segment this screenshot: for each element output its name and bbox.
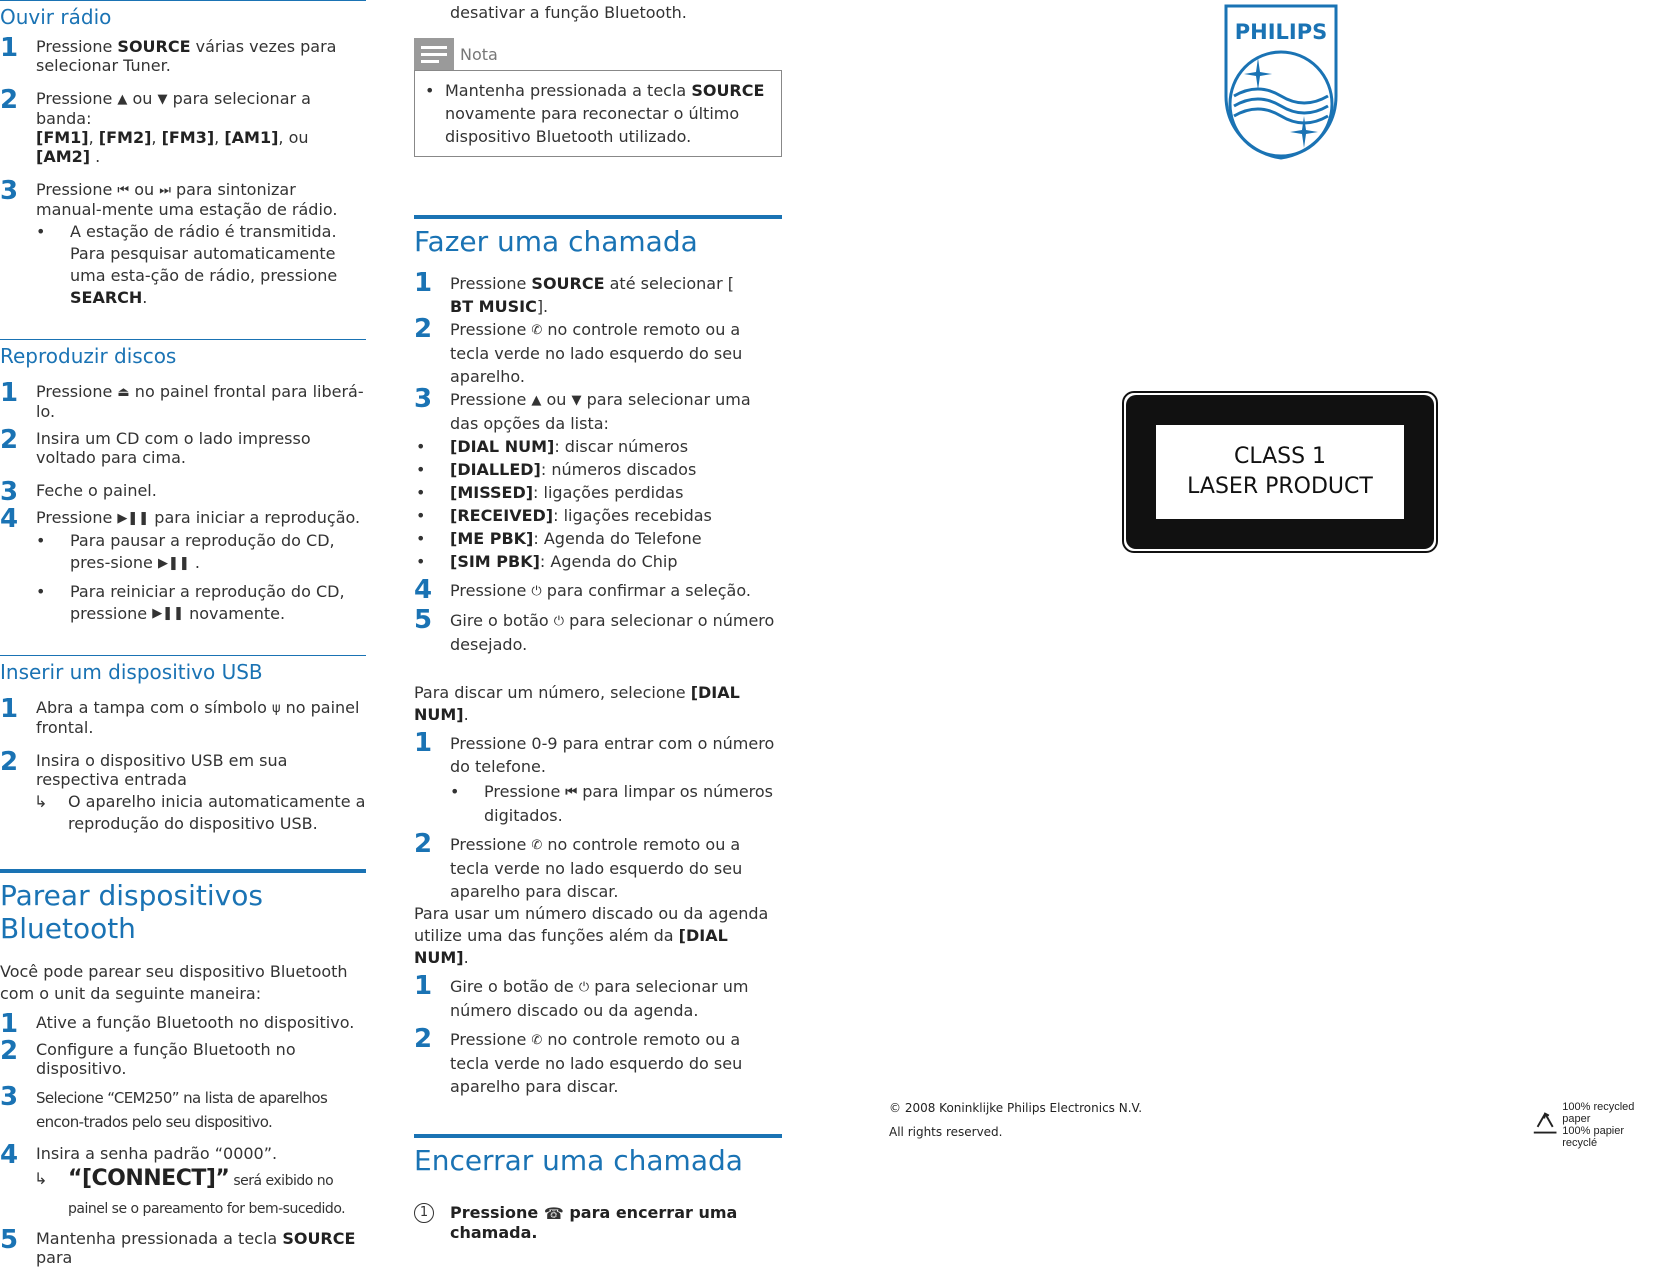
dial-intro: Para discar um número, selecione [DIAL NUM]. [414, 683, 740, 724]
laser-class: CLASS 1 [1233, 444, 1327, 469]
heading-usb: Inserir um dispositivo USB [0, 660, 263, 684]
bt-step-2: 2 Configure a função Bluetooth no dispositivo. [0, 1036, 296, 1078]
discs-bullet-1: • Para pausar a reprodução do CD, pres-sione ▶❚❚ . [0, 530, 366, 575]
bt-step-5: 5 Mantenha pressionada a tecla SOURCE para [0, 1225, 356, 1267]
heading-radio: Ouvir rádio [0, 5, 112, 29]
use-step-2: 2 Pressione ✆ no controle remoto ou a tecla verde no lado esquerdo do seu aparelho para discar. [414, 1024, 743, 1096]
heading-end-call: Encerrar uma chamada [414, 1144, 743, 1177]
usb-result: ↳ O aparelho inicia automaticamente a reprodução do dispositivo USB. [34, 792, 366, 833]
radio-step-2: 2 Pressione ▲ ou ▼ para selecionar a banda: [FM1], [FM2], [FM3], [AM1], ou [AM2] . [0, 85, 311, 166]
bt-step-1: 1 Ative a função Bluetooth no dispositivo. [0, 1009, 355, 1039]
discs-step-3: 3 Feche o painel. [0, 477, 157, 507]
recycle-text-fr: 100% papier recyclé [1562, 1125, 1625, 1149]
previous-icon: ⏮ [565, 785, 578, 800]
phone-icon: ✆ [531, 838, 543, 853]
logo-text: PHILIPS [1234, 20, 1328, 44]
philips-logo [1222, 4, 1340, 164]
heading-discs: Reproduzir discos [0, 344, 177, 368]
previous-icon: ⏮ [117, 183, 130, 198]
next-icon: ⏭ [159, 183, 171, 198]
knob-icon: ⏻ [531, 584, 542, 599]
dial-step-2: 2 Pressione ✆ no controle remoto ou a tecla verde no lado esquerdo do seu aparelho para discar. [414, 829, 743, 901]
recycle-text-en: 100% recycled paper [1562, 1101, 1635, 1125]
hang-up-icon: ☎ [543, 1204, 564, 1223]
note [414, 38, 782, 157]
call-step-1: 1 Pressione SOURCE até selecionar [ BT MUSIC]. [414, 268, 734, 316]
rights-reserved: All rights reserved. [889, 1125, 1003, 1139]
knob-icon: ⏻ [578, 980, 590, 995]
discs-step-1: 1 Pressione ⏏ no painel frontal para liberá-lo. [0, 378, 364, 421]
play-pause-icon: ▶❚❚ [117, 511, 150, 526]
note-box: • Mantenha pressionada a tecla SOURCE novamente para reconectar o último dispositivo Bluetooth utilizado. [414, 70, 782, 157]
bt-step-3: 3 Selecione “CEM250” na lista de aparelhos encon-trados pelo seu dispositivo. [0, 1082, 328, 1131]
use-step-1: 1 Gire o botão de ⏻ para selecionar um número discado ou da agenda. [414, 971, 749, 1020]
heading-make-call: Fazer uma chamada [414, 225, 698, 258]
up-arrow-icon: ▲ [117, 92, 128, 107]
knob-icon: ⏻ [553, 614, 565, 629]
call-option: • [ME PBK]: Agenda do Telefone [416, 529, 702, 548]
dial-bullet: • Pressione ⏮ para limpar os números digitados. [450, 782, 774, 825]
discs-bullet-2: • Para reiniciar a reprodução do CD, pressione ▶❚❚ novamente. [0, 581, 366, 626]
section-rule [0, 869, 366, 873]
laser-product: LASER PRODUCT [1187, 474, 1373, 499]
eject-icon: ⏏ [117, 385, 130, 400]
result-arrow-icon: ↳ [34, 1169, 47, 1188]
use-intro: Para usar um número discado ou da agenda utilize uma das funções além da [DIAL NUM]. [414, 904, 769, 967]
call-option: • [SIM PBK]: Agenda do Chip [416, 552, 678, 571]
section-rule [414, 1134, 782, 1138]
result-arrow-icon: ↳ [34, 792, 48, 811]
heading-bluetooth: Parear dispositivos Bluetooth [0, 879, 263, 945]
copyright: © 2008 Koninklijke Philips Electronics N.V. [889, 1101, 1143, 1115]
end-step-1: 1 Pressione ☎ para encerrar uma chamada. [414, 1203, 782, 1242]
bluetooth-intro: Você pode parear seu dispositivo Bluetooth com o unit da seguinte maneira: [0, 962, 348, 1003]
phone-icon: ✆ [531, 1033, 543, 1048]
recycle-icon [1530, 1111, 1560, 1139]
circled-number: 1 [414, 1203, 434, 1223]
call-option: • [DIAL NUM]: discar números [416, 437, 689, 456]
usb-step-2: 2 Insira o dispositivo USB em sua respectiva entrada [0, 747, 288, 789]
call-step-2: 2 Pressione ✆ no controle remoto ou a tecla verde no lado esquerdo do seu aparelho. [414, 314, 743, 386]
radio-step-1: 1 Pressione SOURCE várias vezes para selecionar Tuner. [0, 33, 337, 75]
note-title: Nota [460, 44, 498, 64]
up-arrow-icon: ▲ [531, 393, 542, 408]
call-option: • [DIALLED]: números discados [416, 460, 697, 479]
discs-step-4: 4 Pressione ▶❚❚ para iniciar a reprodução. [0, 504, 361, 534]
down-arrow-icon: ▼ [571, 393, 582, 408]
call-option: • [MISSED]: ligações perdidas [416, 483, 684, 502]
note-icon [414, 38, 454, 70]
bt-step-4: 4 Insira a senha padrão “0000”. [0, 1140, 278, 1170]
dial-step-1: 1 Pressione 0-9 para entrar com o número do telefone. [414, 728, 775, 776]
radio-bullet: • A estação de rádio é transmitida. Para pesquisar automaticamente uma esta-ção de rádio, pressione SEARCH. [36, 222, 338, 307]
usb-icon: ψ [271, 701, 281, 716]
discs-step-2: 2 Insira um CD com o lado impresso voltado para cima. [0, 425, 311, 467]
play-pause-icon: ▶❚❚ [152, 606, 184, 621]
bt-result: ↳ “[CONNECT]” será exibido no painel se o pareamento for bem-sucedido. [34, 1166, 346, 1217]
down-arrow-icon: ▼ [157, 92, 168, 107]
section-rule [414, 215, 782, 219]
laser-label [1126, 395, 1434, 549]
call-step-3: 3 Pressione ▲ ou ▼ para selecionar uma das opções da lista: [414, 384, 751, 433]
call-step-5: 5 Gire o botão ⏻ para selecionar o número desejado. [414, 605, 775, 654]
bt-step-5-continued: desativar a função Bluetooth. [450, 3, 687, 22]
play-pause-icon: ▶❚❚ [157, 555, 190, 571]
phone-icon: ✆ [531, 323, 543, 338]
usb-step-1: 1 Abra a tampa com o símbolo ψ no painel frontal. [0, 694, 360, 737]
section-rule [0, 655, 366, 656]
call-step-4: 4 Pressione ⏻ para confirmar a seleção. [414, 575, 751, 605]
section-rule [0, 0, 366, 1]
section-rule [0, 339, 366, 340]
recycle-mark [1530, 1101, 1660, 1149]
radio-step-3: 3 Pressione ⏮ ou ⏭ para sintonizar manual-mente uma estação de rádio. [0, 176, 338, 219]
call-option: • [RECEIVED]: ligações recebidas [416, 506, 712, 525]
